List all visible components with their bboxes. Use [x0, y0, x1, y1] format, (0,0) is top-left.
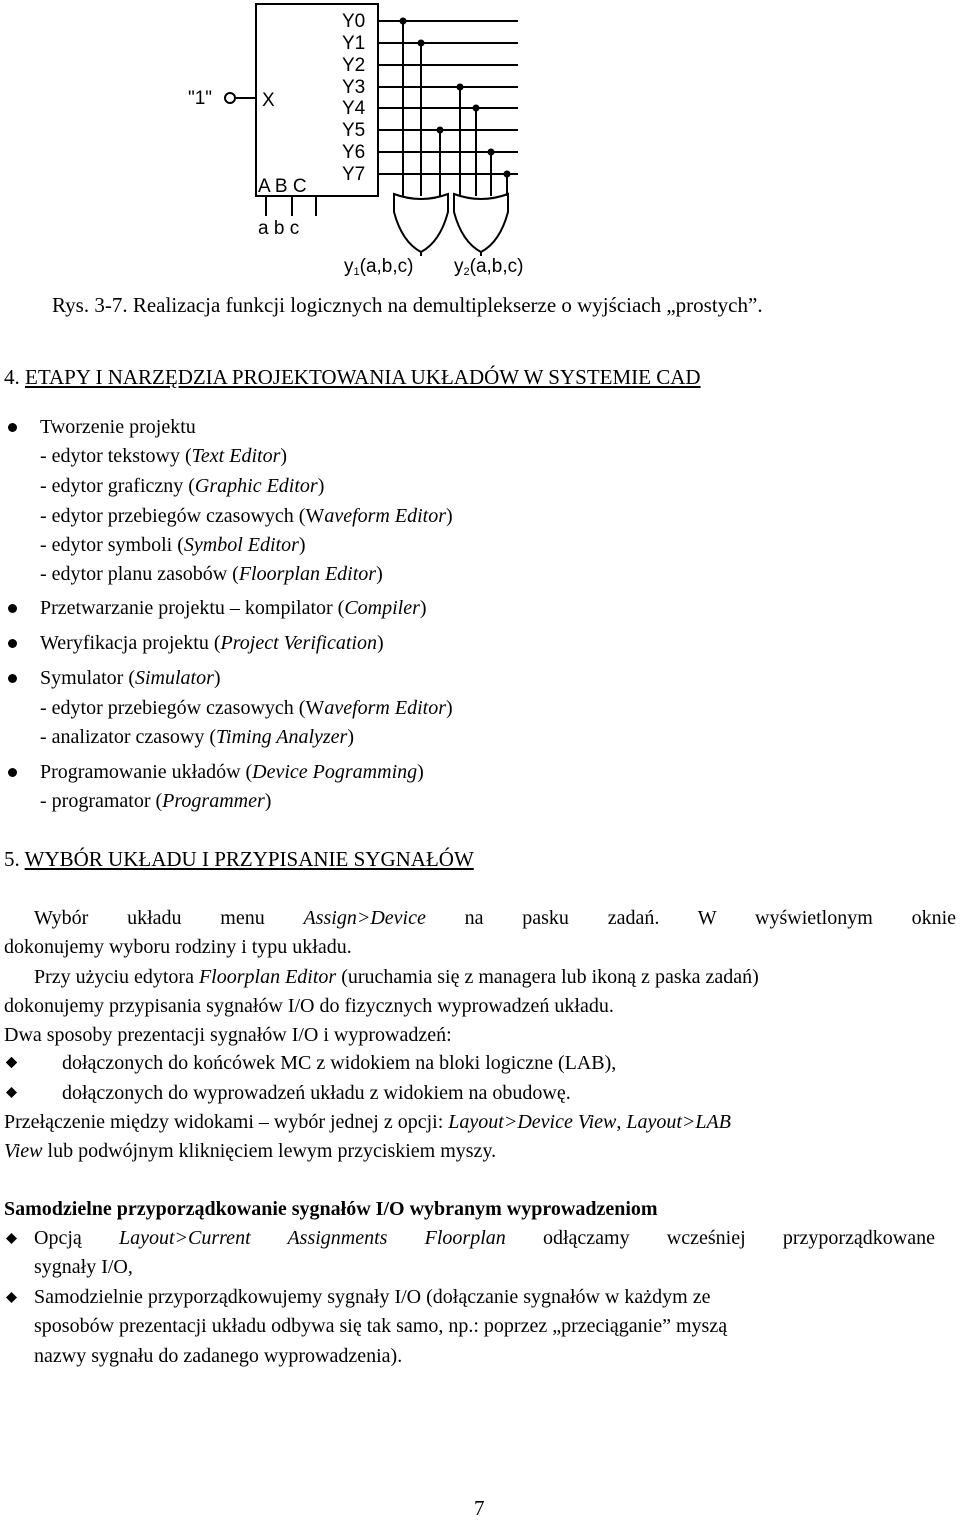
input-terminal	[225, 93, 235, 103]
section-number: 5.	[4, 847, 20, 871]
section-number: 4.	[4, 365, 20, 389]
output-label: Y1	[342, 33, 366, 54]
list-item: Weryfikacja projektu (Project Verification)	[40, 632, 384, 654]
paragraph-line: Przy użyciu edytora Floorplan Editor (uruchamia się z managera lub ikoną z paska zadań)	[34, 966, 759, 988]
select-vars-label: a b c	[258, 218, 300, 239]
output-label: Y4	[342, 98, 366, 119]
list-item: dołączonych do wyprowadzeń układu z widokiem na obudowę.	[62, 1082, 571, 1104]
output-label: Y6	[342, 142, 366, 163]
paragraph-line: dokonujemy wyboru rodziny i typu układu.	[4, 936, 352, 958]
output-label: Y7	[342, 164, 366, 185]
list-item: Opcją Layout>Current Assignments Floorplan odłączamy wcześniej przyporządkowane	[34, 1227, 935, 1249]
paragraph-line: Wybór układu menu Assign>Device na pasku zadań. W wyświetlonym oknie	[34, 907, 957, 929]
square-bullet-icon	[6, 1087, 17, 1098]
list-item: Symulator (Simulator)	[40, 667, 221, 689]
bullet-dot	[8, 423, 17, 432]
list-item: Tworzenie projektu	[40, 416, 196, 438]
output-label: Y2	[342, 55, 366, 76]
list-subitem: - edytor przebiegów czasowych (Waveform Editor)	[40, 697, 453, 719]
junction-dots	[400, 18, 511, 178]
input-label: "1"	[188, 88, 213, 109]
bullet-dot	[8, 768, 17, 777]
output-wires	[378, 21, 518, 196]
list-subitem: - edytor przebiegów czasowych (Waveform Editor)	[40, 505, 453, 527]
select-inputs-label: A B C	[258, 176, 307, 197]
list-item-continuation: sygnały I/O,	[34, 1256, 133, 1278]
section-4-heading	[4, 364, 701, 390]
demultiplexer-diagram	[0, 0, 960, 290]
list-subitem: - edytor graficzny (Graphic Editor)	[40, 475, 325, 497]
list-item: Samodzielnie przyporządkowujemy sygnały I/O (dołączanie sygnałów w każdym ze	[34, 1286, 711, 1308]
square-bullet-icon	[6, 1233, 17, 1244]
square-bullet-icon	[6, 1292, 17, 1303]
list-item-continuation: sposobów prezentacji układu odbywa się tak samo, np.: poprzez „przeciąganie” myszą	[34, 1315, 728, 1337]
figure-caption: Rys. 3-7. Realizacja funkcji logicznych na demultiplekserze o wyjściach „prostych”.	[52, 293, 763, 317]
block-x-label: X	[262, 90, 275, 111]
list-item: Programowanie układów (Device Pogramming)	[40, 761, 424, 783]
list-subitem: - edytor tekstowy (Text Editor)	[40, 445, 288, 467]
paragraph-line: Dwa sposoby prezentacji sygnałów I/O i wyprowadzeń:	[4, 1024, 452, 1046]
list-item: dołączonych do końcówek MC z widokiem na bloki logiczne (LAB),	[62, 1052, 617, 1074]
output-label: Y5	[342, 120, 366, 141]
bold-heading: Samodzielne przyporządkowanie sygnałów I/O wybranym wyprowadzeniom	[4, 1198, 658, 1220]
list-subitem: - edytor planu zasobów (Floorplan Editor)	[40, 563, 383, 585]
list-subitem: - edytor symboli (Symbol Editor)	[40, 534, 306, 556]
bullet-dot	[8, 639, 17, 648]
paragraph-line: View lub podwójnym kliknięciem lewym przyciskiem myszy.	[4, 1140, 497, 1162]
list-subitem: - analizator czasowy (Timing Analyzer)	[40, 726, 354, 748]
bullet-dot	[8, 674, 17, 683]
square-bullet-icon	[6, 1057, 17, 1068]
list-item: Przetwarzanie projektu – kompilator (Compiler)	[40, 597, 427, 619]
or-gate-2	[454, 194, 508, 252]
section-title: ETAPY I NARZĘDZIA PROJEKTOWANIA UKŁADÓW W SYSTEMIE CAD	[25, 365, 701, 389]
list-item-continuation: nazwy sygnału do zadanego wyprowadzenia).	[34, 1345, 403, 1367]
bullet-dot	[8, 604, 17, 613]
output-label: Y3	[342, 77, 366, 98]
output-function-2: y2(a,b,c)	[454, 256, 524, 278]
section-title: WYBÓR UKŁADU I PRZYPISANIE SYGNAŁÓW	[24, 847, 474, 871]
paragraph-line: dokonujemy przypisania sygnałów I/O do fizycznych wyprowadzeń układu.	[4, 995, 614, 1017]
output-function-1: y1(a,b,c)	[344, 256, 414, 278]
output-label: Y0	[342, 11, 366, 32]
output-labels	[342, 11, 366, 185]
or-gate-1	[394, 194, 448, 252]
page-number: 7	[474, 1496, 485, 1520]
paragraph-line: Przełączenie między widokami – wybór jednej z opcji: Layout>Device View, Layout>LAB	[4, 1111, 731, 1133]
section-5-heading	[4, 846, 474, 872]
list-subitem: - programator (Programmer)	[40, 790, 272, 812]
